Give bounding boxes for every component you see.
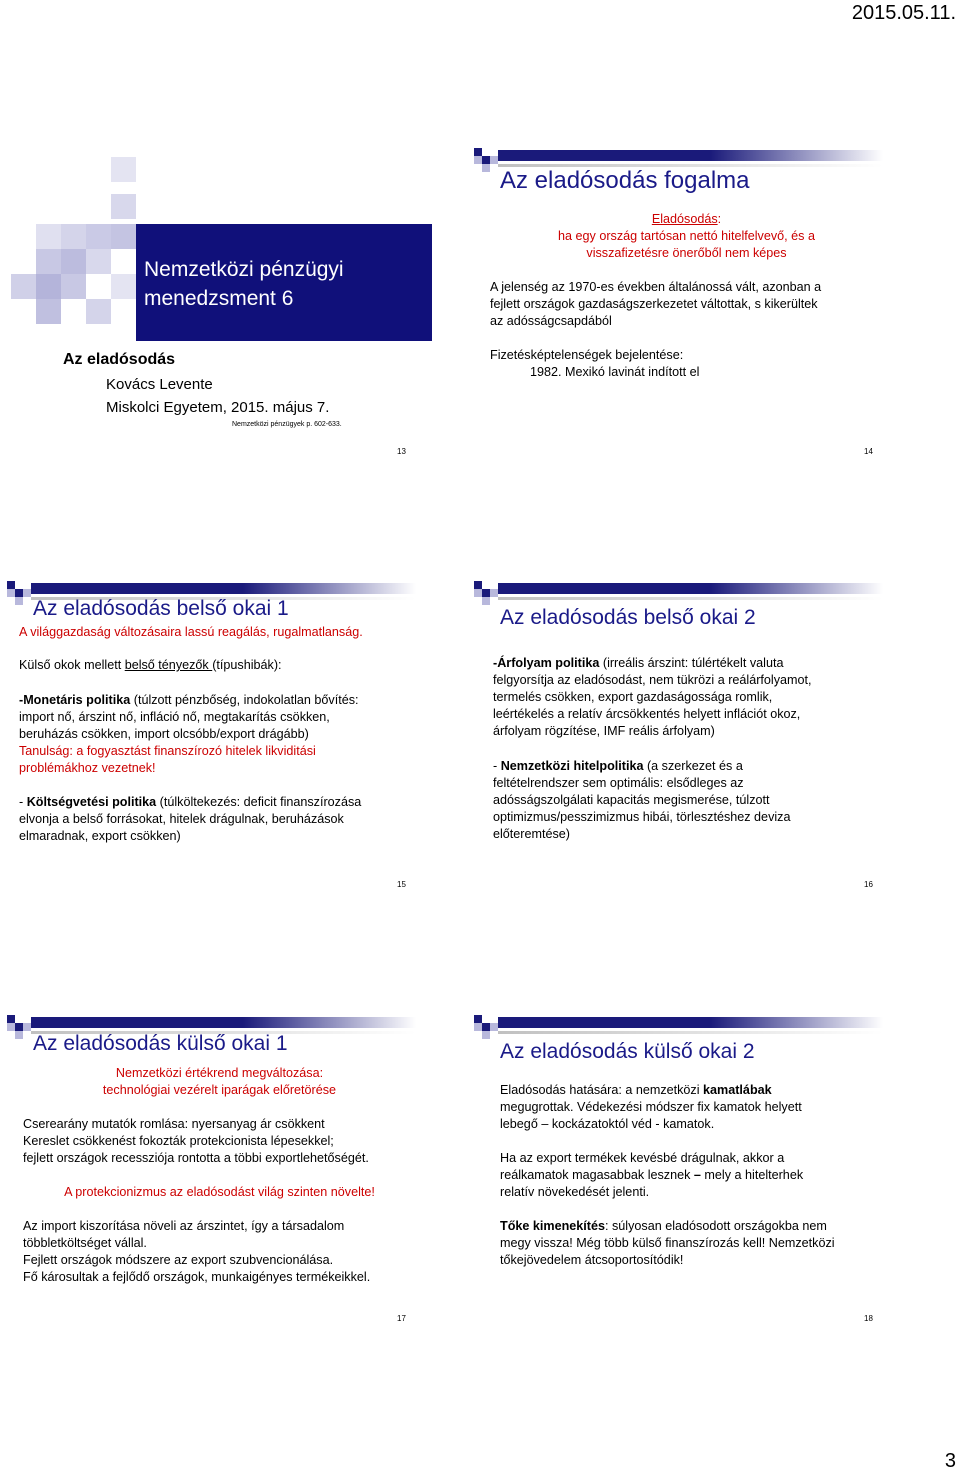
intro-pre: Külső okok mellett <box>19 658 125 672</box>
slide-14-paragraph2 <box>490 347 890 381</box>
para2-line1: Fizetésképtelenségek bejelentése: <box>490 348 684 362</box>
def-line1: ha egy ország tartósan nettó hitelfelvevő, és a <box>558 229 815 243</box>
slide-15-title: Az eladósodás belső okai 1 <box>33 597 289 620</box>
slide-15-number: 15 <box>397 880 406 889</box>
slide-15 <box>7 578 432 868</box>
slide-16 <box>474 578 899 868</box>
slide-13-number: 13 <box>397 447 406 456</box>
slide-13 <box>7 145 432 465</box>
p2-line3: Fejlett országok módszere az export szubvencionálása. <box>23 1253 334 1267</box>
slide-15-subtitle: A világgazdaság változásaira lassú reagálás, rugalmatlanság. <box>19 625 363 639</box>
para1-line3: az adósságcsapdából <box>490 314 612 328</box>
budget-line3: elmaradnak, export csökken) <box>19 829 181 843</box>
intro-underlined: belső tényezők <box>124 658 213 672</box>
title-box <box>136 224 432 341</box>
budget-pre: - <box>19 795 27 809</box>
p3-line3: tőkejövedelem átcsoportosítódik! <box>500 1253 684 1267</box>
slide-14-definition <box>474 211 899 262</box>
p1-line2: Kereslet csökkenést fokozták protekcionista lépesekkel; <box>23 1134 334 1148</box>
monetary-line2: import nő, árszint nő, infláció nő, megtakarítás csökken, <box>19 710 330 724</box>
slide-17-paragraph2 <box>23 1218 433 1286</box>
p1-line3: fejlett országok recessziója rontotta a többi exportlehetőségét. <box>23 1151 369 1165</box>
def-colon: : <box>717 212 722 226</box>
slide-14-title: Az eladósodás fogalma <box>500 167 750 194</box>
lesson-line1: Tanulság: a fogyasztást finanszírozó hitelek likviditási <box>19 744 316 758</box>
fx-line3: termelés csökken, export gazdaságossága romlik, <box>493 690 773 704</box>
p2-line2-pre: reálkamatok magasabbak lesznek <box>500 1168 694 1182</box>
monetary-bold: -Monetáris politika <box>19 693 131 707</box>
p1-bold: kamatlábak <box>703 1083 772 1097</box>
slide-18 <box>474 1012 899 1302</box>
slide-13-author: Kovács Levente <box>106 376 213 393</box>
credit-pre: - <box>493 759 501 773</box>
p2-line2: többletköltséget vállal. <box>23 1236 147 1250</box>
credit-bold: Nemzetközi hitelpolitika <box>500 759 644 773</box>
credit-line3: adósságszolgálati kapacitás megismerése, túlzott <box>493 793 770 807</box>
slide-18-number: 18 <box>864 1314 873 1323</box>
page-number: 3 <box>944 1450 956 1472</box>
slide-15-budget <box>19 794 429 845</box>
slide-18-paragraph1 <box>500 1082 895 1133</box>
credit-line5: előteremtése) <box>493 827 570 841</box>
budget-bold: Költségvetési politika <box>26 795 157 809</box>
p1-pre: Eladósodás hatására: a nemzetközi <box>500 1083 704 1097</box>
slide-16-number: 16 <box>864 880 873 889</box>
para1-line2: fejlett országok gazdaságszerkezetet váltottak, s kikerültek <box>490 297 818 311</box>
p1-line3: lebegő – kockázatoktól véd - kamatok. <box>500 1117 715 1131</box>
para1-line1: A jelenség az 1970-es években általánossá vált, azonban a <box>490 280 822 294</box>
slide-14-number: 14 <box>864 447 873 456</box>
p1-line1: Cserearány mutatók romlása: nyersanyag ár csökkent <box>23 1117 325 1131</box>
fx-line1: (irreális árszint: túlértékelt valuta <box>599 656 784 670</box>
slide-17-highlight: A protekcionizmus az eladósodást világ szinten növelte! <box>64 1185 375 1199</box>
credit-line4: optimizmus/pesszimizmus hibái, törlesztéshez deviza <box>493 810 791 824</box>
slide-13-affiliation: Miskolci Egyetem, 2015. május 7. <box>106 399 330 416</box>
slide-18-paragraph2 <box>500 1150 895 1201</box>
monetary-line1: (túlzott pénzbőség, indokolatlan bővítés: <box>130 693 359 707</box>
def-term: Eladósodás <box>651 212 718 226</box>
def-line2: visszafizetésre önerőből nem képes <box>586 246 787 260</box>
slide-18-paragraph3 <box>500 1218 900 1269</box>
para2-line2: 1982. Mexikó lavinát indított el <box>530 365 700 379</box>
fx-line2: felgyorsítja az eladósodást, nem tükrözi a reálárfolyamot, <box>493 673 812 687</box>
monetary-line3: beruházás csökken, import olcsóbb/export drágább) <box>19 727 309 741</box>
budget-line1: (túlköltekezés: deficit finanszírozása <box>156 795 362 809</box>
slide-14-paragraph1 <box>490 279 890 330</box>
slide-13-title-line2: menedzsment 6 <box>144 287 294 310</box>
slide-14 <box>474 145 899 445</box>
slide-15-monetary <box>19 692 429 777</box>
subtitle-line2: technológiai vezérelt iparágak előretörése <box>102 1083 337 1097</box>
budget-line2: elvonja a belső forrásokat, hitelek drágulnak, beruházások <box>19 812 344 826</box>
slide-13-reference: Nemzetközi pénzügyek p. 602-633. <box>232 421 342 428</box>
credit-line2: feltételrendszer sem optimális: elsődleges az <box>493 776 744 790</box>
p2-line1: Az import kiszorítása növeli az árszintet, így a társadalom <box>23 1219 345 1233</box>
p1-line2: megugrottak. Védekezési módszer fix kamatok helyett <box>500 1100 802 1114</box>
slide-18-title: Az eladósodás külső okai 2 <box>500 1040 755 1063</box>
lesson-line2: problémákhoz vezetnek! <box>19 761 156 775</box>
subtitle-line1: Nemzetközi értékrend megváltozása: <box>115 1066 324 1080</box>
slide-17-number: 17 <box>397 1314 406 1323</box>
p2-line4: Fő károsultak a fejlődő országok, munkaigényes termékeikkel. <box>23 1270 371 1284</box>
p2-line1: Ha az export termékek kevésbé drágulnak, akkor a <box>500 1151 785 1165</box>
slide-16-credit-policy <box>493 758 893 843</box>
p3-bold: Tőke kimenekítés <box>500 1219 605 1233</box>
slide-13-subtitle: Az eladósodás <box>63 351 176 368</box>
slide-16-title: Az eladósodás belső okai 2 <box>500 606 756 629</box>
fx-line5: árfolyam rögzítése, IMF reális árfolyam) <box>493 724 715 738</box>
slide-17-paragraph1 <box>23 1116 433 1167</box>
p2-line2-bold: – <box>693 1168 701 1182</box>
header-date: 2015.05.11. <box>851 2 956 24</box>
slide-15-intro <box>19 657 282 674</box>
slide-17 <box>7 1012 432 1302</box>
slide-16-exchange-rate <box>493 655 893 740</box>
fx-bold: -Árfolyam politika <box>493 656 600 670</box>
slide-17-subtitle <box>7 1065 432 1099</box>
p2-line3: relatív növekedését jelenti. <box>500 1185 650 1199</box>
intro-post: (típushibák): <box>212 658 282 672</box>
slide-13-title-line1: Nemzetközi pénzügyi <box>144 258 344 281</box>
p3-line2: megy vissza! Még több külső finanszírozás kell! Nemzetközi <box>500 1236 835 1250</box>
credit-line1: (a szerkezet és a <box>643 759 743 773</box>
p2-line2-post: mely a hitelterhek <box>700 1168 804 1182</box>
fx-line4: leértékelés a relatív árcsökkentés helyett inflációt okoz, <box>493 707 801 721</box>
slide-17-title: Az eladósodás külső okai 1 <box>33 1032 288 1055</box>
p3-line1: : súlyosan eladósodott országokba nem <box>605 1219 827 1233</box>
